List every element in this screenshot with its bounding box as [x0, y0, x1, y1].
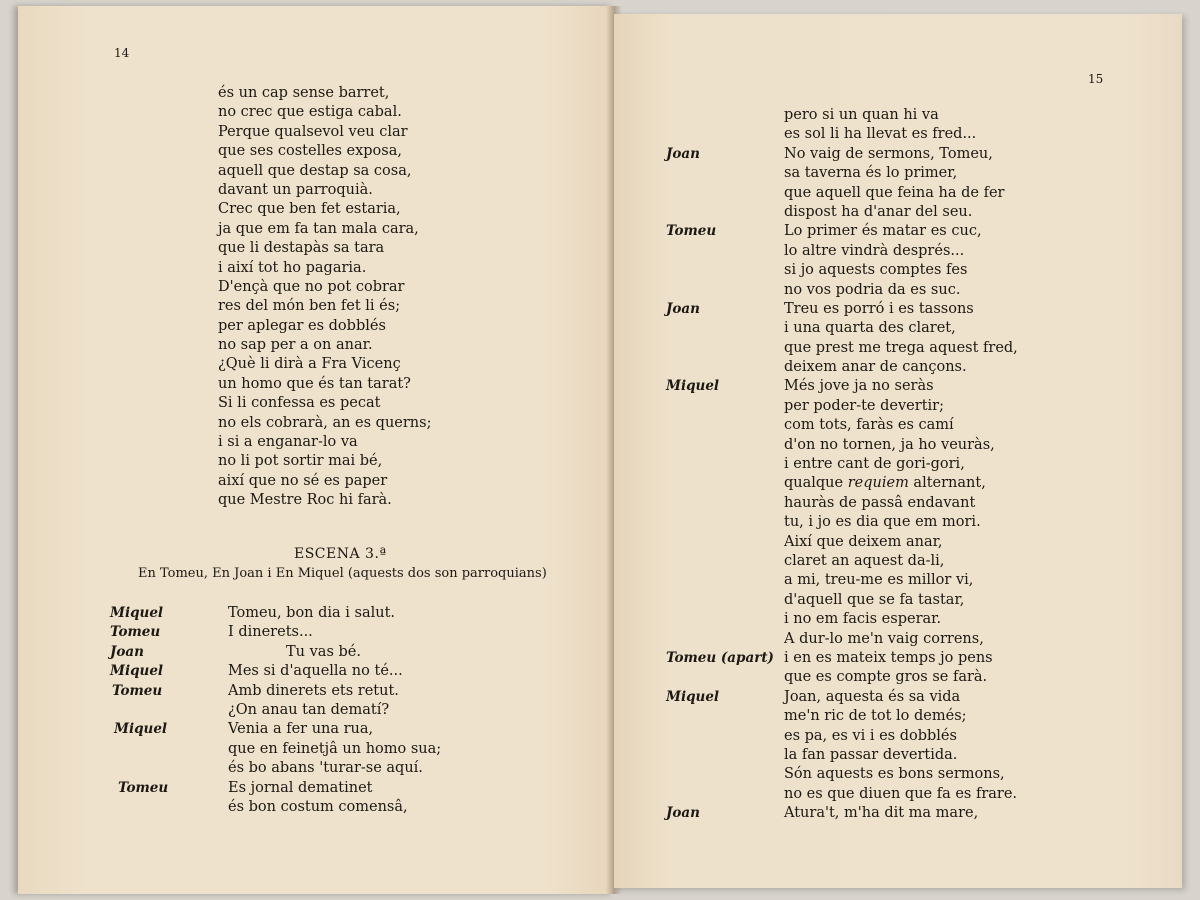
verse-text: Si li confessa es pecat	[218, 395, 381, 412]
speaker-name: Miquel	[114, 721, 168, 738]
dialogue-text: A dur-lo me'n vaig correns,	[784, 630, 984, 647]
dialogue-text: I dinerets...	[228, 624, 313, 641]
dialogue-text: Més jove ja no seràs	[784, 378, 934, 395]
verse-text: res del món ben fet li és;	[218, 298, 401, 315]
dialogue-text: Lo primer és matar es cuc,	[784, 223, 982, 240]
dialogue-text: Es jornal dematinet	[228, 779, 373, 796]
dialogue-text: si jo aquests comptes fes	[784, 262, 968, 279]
dialogue-text: que en feinetjâ un homo sua;	[228, 740, 442, 757]
latin-term: requiem	[847, 475, 909, 492]
page-number: 14	[114, 46, 130, 60]
verse-text: per aplegar es dobblés	[218, 317, 386, 334]
verse-text: i així tot ho pagaria.	[218, 259, 367, 276]
speaker-name: Tomeu	[112, 682, 163, 699]
dialogue-text: que aquell que feina ha de fer	[784, 184, 1005, 201]
stage-direction: En Tomeu, En Joan i En Miquel (aquests dos son parroquians)	[138, 566, 547, 581]
dialogue-text: és bo abans 'turar-se aquí.	[228, 760, 423, 777]
dialogue-text: no vos podria da es suc.	[784, 281, 961, 298]
speaker-name: Tomeu	[118, 779, 169, 796]
speaker-name: Joan	[110, 643, 144, 660]
dialogue-text: Joan, aquesta és sa vida	[784, 688, 961, 705]
verse-text: davant un parroquià.	[218, 181, 373, 198]
dialogue-text: es pa, es vi i es dobblés	[784, 727, 957, 744]
right-page	[614, 14, 1182, 888]
dialogue-text-part: alternant,	[908, 475, 986, 492]
dialogue-text: Tomeu, bon dia i salut.	[228, 605, 396, 621]
speaker-name: Joan	[666, 145, 700, 162]
dialogue-text: es sol li ha llevat es fred...	[784, 126, 977, 143]
verse-text: i si a enganar-lo va	[218, 434, 358, 451]
scene-title: ESCENA 3.ª	[294, 546, 387, 562]
dialogue-text: lo altre vindrà després...	[784, 242, 965, 259]
dialogue-text: Treu es porró i es tassons	[784, 300, 974, 317]
verse-text: Perque qualsevol veu clar	[218, 123, 408, 140]
dialogue-text: no es que diuen que fa es frare.	[784, 785, 1018, 802]
verse-text: ¿Què li dirà a Fra Vicenç	[218, 356, 401, 373]
dialogue-text: me'n ric de tot lo demés;	[784, 708, 967, 725]
speaker-name: Tomeu	[666, 223, 717, 240]
verse-text: és un cap sense barret,	[218, 85, 390, 101]
dialogue-text: i en es mateix temps jo pens	[784, 649, 993, 666]
dialogue-text: Amb dinerets ets retut.	[228, 682, 399, 699]
dialogue-text-part: qualque	[784, 475, 848, 492]
speaker-name: Joan	[666, 805, 700, 822]
dialogue-text: com tots, faràs es camí	[784, 417, 954, 434]
verse-text: Crec que ben fet estaria,	[218, 201, 401, 218]
dialogue-text: que es compte gros se farà.	[784, 669, 988, 686]
dialogue-text: dispost ha d'anar del seu.	[784, 203, 973, 220]
verse-text: no els cobrarà, an es querns;	[218, 414, 432, 431]
dialogue-text: d'aquell que se fa tastar,	[784, 591, 965, 608]
dialogue-text: que prest me trega aquest fred,	[784, 339, 1018, 356]
dialogue-text: hauràs de passâ endavant	[784, 494, 976, 511]
dialogue-text: per poder-te devertir;	[784, 397, 944, 414]
verse-text: que ses costelles exposa,	[218, 143, 402, 160]
dialogue-text: a mi, treu-me es millor vi,	[784, 572, 974, 589]
speaker-name: Miquel	[666, 688, 720, 705]
dialogue-text: claret an aquest da-li,	[784, 552, 945, 569]
dialogue-text: d'on no tornen, ja ho veuràs,	[784, 436, 995, 453]
dialogue-text: Són aquests es bons sermons,	[784, 766, 1005, 783]
dialogue-text: Mes si d'aquella no té...	[228, 663, 403, 680]
verse-text: no sap per a on anar.	[218, 337, 373, 354]
left-page	[18, 6, 614, 894]
verse-text: no crec que estiga cabal.	[218, 104, 402, 121]
verse-text: que Mestre Roc hi farà.	[218, 492, 392, 509]
dialogue-text: i entre cant de gori-gori,	[784, 456, 965, 473]
dialogue-text: Venia a fer una rua,	[228, 721, 374, 738]
dialogue-text: Així que deixem anar,	[784, 533, 943, 550]
dialogue-text: Atura't, m'ha dit ma mare,	[784, 805, 979, 822]
dialogue-text: és bon costum comensâ,	[228, 798, 408, 815]
speaker-name: Tomeu (apart)	[666, 649, 774, 666]
verse-text: D'ençà que no pot cobrar	[218, 278, 405, 295]
speaker-name: Joan	[666, 300, 700, 317]
verse-text: no li pot sortir mai bé,	[218, 453, 383, 470]
verse-text: així que no sé es paper	[218, 472, 388, 489]
verse-text: aquell que destap sa cosa,	[218, 162, 412, 179]
dialogue-text	[784, 474, 986, 493]
dialogue-text: No vaig de sermons, Tomeu,	[784, 145, 993, 162]
dialogue-text: Tu vas bé.	[286, 643, 361, 660]
verse-text: ja que em fa tan mala cara,	[218, 220, 419, 237]
dialogue-text: sa taverna és lo primer,	[784, 165, 958, 182]
dialogue-text: i una quarta des claret,	[784, 320, 956, 337]
speaker-name: Tomeu	[110, 624, 161, 641]
verse-text: que li destapàs sa tara	[218, 240, 385, 257]
page-number: 15	[1088, 72, 1104, 86]
speaker-name: Miquel	[666, 378, 720, 395]
dialogue-text: pero si un quan hi va	[784, 107, 939, 123]
dialogue-text: ¿On anau tan dematí?	[228, 701, 390, 718]
speaker-name: Miquel	[110, 605, 164, 621]
speaker-name: Miquel	[110, 663, 164, 680]
dialogue-text: i no em facis esperar.	[784, 611, 942, 628]
verse-text: un homo que és tan tarat?	[218, 375, 411, 392]
dialogue-text: deixem anar de cançons.	[784, 359, 967, 376]
dialogue-text: la fan passar devertida.	[784, 746, 958, 763]
dialogue-text: tu, i jo es dia que em mori.	[784, 514, 981, 531]
